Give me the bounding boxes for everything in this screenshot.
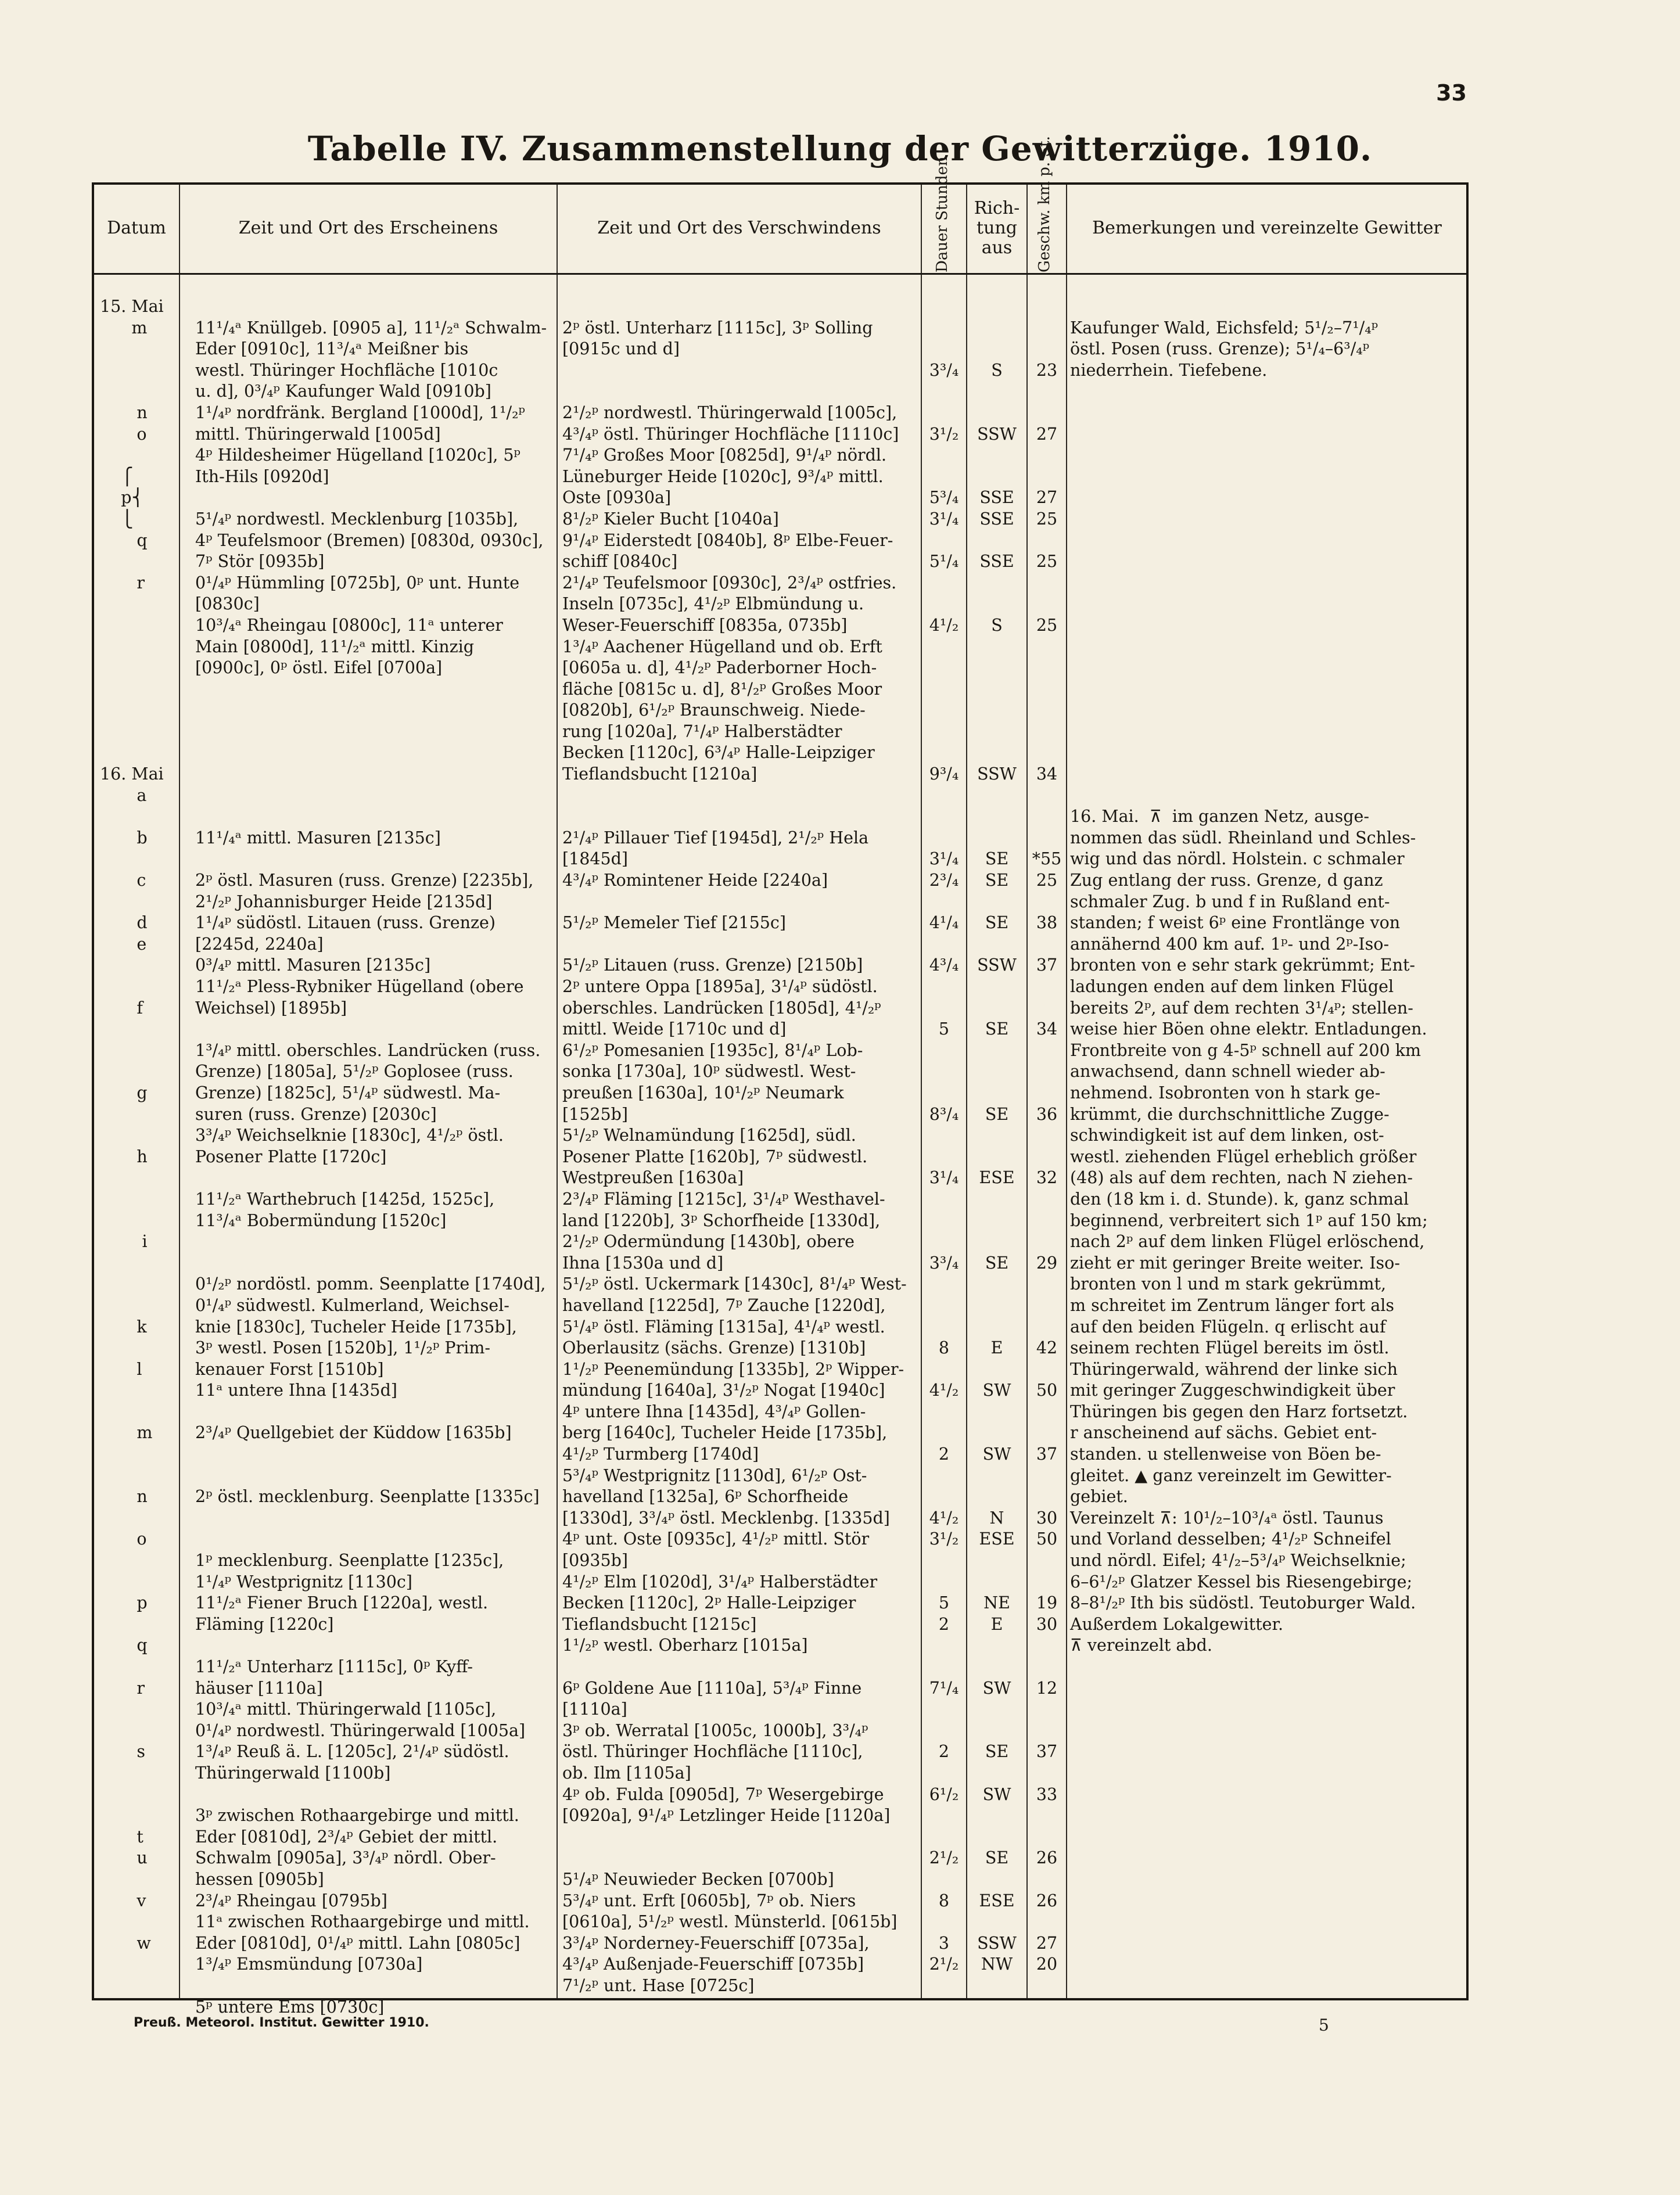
header-verschwinden: Zeit und Ort des Verschwindens (597, 218, 881, 238)
table-title: Tabelle IV. Zusammenstellung der Gewitterzüge. 1910. (307, 129, 1373, 168)
column-rule (921, 185, 922, 1998)
column-verschwinden: 2ᵖ östl. Unterharz [1115c], 3ᵖ Solling [0915c und d] 2¹/₂ᵖ nordwestl. Thüringerwald [1005c], 4³/₄ᵖ östl. Thüringer Hochfläche [1110c] 7¹/₄ᵖ Großes Moor [0825d], 9¹/₄ᵖ nördl. Lüneburger Heide [1020c], 9³/₄ᵖ mittl. Oste [0930a] 8¹/₂ᵖ Kieler Bucht [1040a] 9¹/₄ᵖ Eiderstedt [0840b], 8ᵖ Elbe-Feuer- schiff [0840c] 2¹/₄ᵖ Teufelsmoor [0930c], 2³/₄ᵖ ostfries. Inseln [0735c], 4¹/₂ᵖ Elbmündung u. Weser-Feuerschiff [0835a, 0735b] 1³/₄ᵖ Aachener Hügelland und ob. Erft [0605a u. d], 4¹/₂ᵖ Paderborner Hoch- fläche [0815c u. d], 8¹/₂ᵖ Großes Moor [0820b], 6¹/₂ᵖ Braunschweig. Niede- rung [1020a], 7¹/₄ᵖ Halberstädter Becken [1120c], 6³/₄ᵖ Halle-Leipziger Tieflandsbucht [1210a] 2¹/₄ᵖ Pillauer Tief [1945d], 2¹/₂ᵖ Hela [1845d] 4³/₄ᵖ Romintener Heide [2240a] 5¹/₂ᵖ Memeler Tief [2155c] 5¹/₂ᵖ Litauen (russ. Grenze) [2150b] 2ᵖ untere Oppa [1895a], 3¹/₄ᵖ südöstl. oberschles. Landrücken [1805d], 4¹/₂ᵖ mittl. Weide [1710c und d] 6¹/₂ᵖ Pomesanien [1935c], 8¹/₄ᵖ Lob- sonka [1730a], 10ᵖ südwestl. West- preußen [1630a], 10¹/₂ᵖ Neumark [1525b] 5¹/₂ᵖ Welnamündung [1625d], südl. Posener Platte [1620b], 7ᵖ südwestl. Westpreußen [1630a] 2³/₄ᵖ Fläming [1215c], 3¹/₄ᵖ Westhavel- land [1220b], 3ᵖ Schorfheide [1330d], 2¹/₂ᵖ Odermündung [1430b], obere Ihna [1530a und d] 5¹/₂ᵖ östl. Uckermark [1430c], 8¹/₄ᵖ West- havelland [1225d], 7ᵖ Zauche [1220d], 5¹/₄ᵖ östl. Fläming [1315a], 4¹/₄ᵖ westl. Oberlausitz (sächs. Grenze) [1310b] 1¹/₂ᵖ Peenemündung [1335b], 2ᵖ Wipper- mündung [1640a], 3¹/₂ᵖ Nogat [1940c] 4ᵖ untere Ihna [1435d], 4³/₄ᵖ Gollen- berg [1640c], Tucheler Heide [1735b], 4¹/₂ᵖ Turmberg [1740d] 5³/₄ᵖ Westprignitz [1130d], 6¹/₂ᵖ Ost- havelland [1325a], 6ᵖ Schorfheide [1330d], 3³/₄ᵖ östl. Mecklenbg. [1335d] 4ᵖ unt. Oste [0935c], 4¹/₂ᵖ mittl. Stör [0935b] 4¹/₂ᵖ Elm [1020d], 3¹/₄ᵖ Halberstädter Becken [1120c], 2ᵖ Halle-Leipziger Tieflandsbucht [1215c] 1¹/₂ᵖ westl. Oberharz [1015a] 6ᵖ Goldene Aue [1110a], 5³/₄ᵖ Finne [1110a] 3ᵖ ob. Werratal [1005c, 1000b], 3³/₄ᵖ östl. Thüringer Hochfläche [1110c], ob. Ilm [1105a] 4ᵖ ob. Fulda [0905d], 7ᵖ Wesergebirge [0920a], 9¹/₄ᵖ Letzlinger Heide [1120a] 5¹/₄ᵖ Neuwieder Becken [0700b] 5³/₄ᵖ unt. Erft [0605b], 7ᵖ ob. Niers [0610a], 5¹/₂ᵖ westl. Münsterld. [0615b] 3³/₄ᵖ Norderney-Feuerschiff [0735a], 4³/₄ᵖ Außenjade-Feuerschiff [0735b] 7¹/₂ᵖ unt. Hase [0725c] (562, 318, 907, 1995)
footer-publisher: Preuß. Meteorol. Institut. Gewitter 1910. (134, 2016, 429, 2030)
column-datum: 15. Mai m n o ⎧ p⎨ ⎩ q r 16. Mai a b c d e f g h i k l m n o p q r s t u v w (100, 297, 164, 1953)
column-rule (1026, 185, 1028, 1998)
column-bemerkungen: Kaufunger Wald, Eichsfeld; 5¹/₂–7¹/₄ᵖ östl. Posen (russ. Grenze); 5¹/₄–6³/₄ᵖ niederrhein. Tiefebene. 16. Mai. ⊼ im ganzen Netz, ausge- nommen das südl. Rheinland und Schles- wig und das nördl. Holstein. c schmaler Zug entlang der russ. Grenze, d ganz schmaler Zug. b und f in Rußland ent- standen; f weist 6ᵖ eine Frontlänge von annähernd 400 km auf. 1ᵖ- und 2ᵖ-Iso- bronten von e sehr stark gekrümmt; Ent- ladungen enden auf dem linken Flügel bereits 2ᵖ, auf dem rechten 3¹/₄ᵖ; stellen- weise hier Böen ohne elektr. Entladungen. Frontbreite von g 4-5ᵖ schnell auf 200 km anwachsend, dann schnell wieder ab- nehmend. Isobronten von h stark ge- krümmt, die durchschnittliche Zugge- schwindigkeit ist auf dem linken, ost- westl. ziehenden Flügel erheblich größer (48) als auf dem rechten, nach N ziehen- den (18 km i. d. Stunde). k, ganz schmal beginnend, verbreitert sich 1ᵖ auf 150 km; nach 2ᵖ auf dem linken Flügel erlöschend, zieht er mit geringer Breite weiter. Iso- bronten von l und m stark gekrümmt, m schreitet im Zentrum länger fort als auf den beiden Flügeln. q erlischt auf seinem rechten Flügel bereits im östl. Thüringerwald, während der linke sich mit geringer Zuggeschwindigkeit über Thüringen bis gegen den Harz fortsetzt. r anscheinend auf sächs. Gebiet ent- standen. u stellenweise von Böen be- gleitet. ▲ ganz vereinzelt im Gewitter- gebiet. Vereinzelt ⊼: 10¹/₂–10³/₄ᵃ östl. Taunus und Vorland desselben; 4¹/₂ᵖ Schneifel und nördl. Eifel; 4¹/₂–5³/₄ᵖ Weichselknie; 6–6¹/₂ᵖ Glatzer Kessel bis Riesengebirge; 8–8¹/₂ᵖ Ith bis südöstl. Teutoburger Wald. Außerdem Lokalgewitter. ⊼ vereinzelt abd. (1070, 318, 1428, 1655)
header-richtung-line2: tung (977, 218, 1017, 238)
column-geschw: 23 27 27 25 25 25 34 *55 25 38 37 34 36 32 29 42 50 37 30 50 19 30 12 37 33 26 26 27 20 (1032, 360, 1062, 1974)
header-dauer: Dauer Stunden (934, 156, 951, 272)
page-number: 33 (1436, 80, 1467, 106)
column-erscheinen: 11¹/₄ᵃ Knüllgeb. [0905 a], 11¹/₂ᵃ Schwalm- Eder [0910c], 11³/₄ᵃ Meißner bis westl. Thüringer Hochfläche [1010c u. d], 0³/₄ᵖ Kaufunger Wald [0910b] 1¹/₄ᵖ nordfränk. Bergland [1000d], 1¹/₂ᵖ mittl. Thüringerwald [1005d] 4ᵖ Hildesheimer Hügelland [1020c], 5ᵖ Ith-Hils [0920d] 5¹/₄ᵖ nordwestl. Mecklenburg [1035b], 4ᵖ Teufelsmoor (Bremen) [0830d, 0930c], 7ᵖ Stör [0935b] 0¹/₄ᵖ Hümmling [0725b], 0ᵖ unt. Hunte [0830c] 10³/₄ᵃ Rheingau [0800c], 11ᵃ unterer Main [0800d], 11¹/₂ᵃ mittl. Kinzig [0900c], 0ᵖ östl. Eifel [0700a] 11¹/₄ᵃ mittl. Masuren [2135c] 2ᵖ östl. Masuren (russ. Grenze) [2235b], 2¹/₂ᵖ Johannisburger Heide [2135d] 1¹/₄ᵖ südöstl. Litauen (russ. Grenze) [2245d, 2240a] 0³/₄ᵖ mittl. Masuren [2135c] 11¹/₂ᵃ Pless-Rybniker Hügelland (obere Weichsel) [1895b] 1³/₄ᵖ mittl. oberschles. Landrücken (russ. Grenze) [1805a], 5¹/₂ᵖ Goplosee (russ. Grenze) [1825c], 5¹/₄ᵖ südwestl. Ma- suren (russ. Grenze) [2030c] 3³/₄ᵖ Weichselknie [1830c], 4¹/₂ᵖ östl. Posener Platte [1720c] 11¹/₂ᵃ Warthebruch [1425d, 1525c], 11³/₄ᵃ Bobermündung [1520c] 0¹/₂ᵖ nordöstl. pomm. Seenplatte [1740d], 0¹/₄ᵖ südwestl. Kulmerland, Weichsel- knie [1830c], Tucheler Heide [1735b], 3ᵖ westl. Posen [1520b], 1¹/₂ᵖ Prim- kenauer Forst [1510b] 11ᵃ untere Ihna [1435d] 2³/₄ᵖ Quellgebiet der Küddow [1635b] 2ᵖ östl. mecklenburg. Seenplatte [1335c] 1ᵖ mecklenburg. Seenplatte [1235c], 1¹/₄ᵖ Westprignitz [1130c] 11¹/₂ᵃ Fiener Bruch [1220a], westl. Fläming [1220c] 11¹/₂ᵃ Unterharz [1115c], 0ᵖ Kyff- häuser [1110a] 10³/₄ᵃ mittl. Thüringerwald [1105c], 0¹/₄ᵖ nordwestl. Thüringerwald [1005a] 1³/₄ᵖ Reuß ä. L. [1205c], 2¹/₄ᵖ südöstl. Thüringerwald [1100b] 3ᵖ zwischen Rothaargebirge und mittl. Eder [0810d], 2³/₄ᵖ Gebiet der mittl. Schwalm [0905a], 3³/₄ᵖ nördl. Ober- hessen [0905b] 2³/₄ᵖ Rheingau [0795b] 11ᵃ zwischen Rothaargebirge und mittl. Eder [0810d], 0¹/₄ᵖ mittl. Lahn [0805c] 1³/₄ᵖ Emsmündung [0730a] 5ᵖ untere Ems [0730c] (195, 318, 547, 2017)
column-rule (557, 185, 558, 1998)
column-richtung: S SSW SSE SSE SSE S SSW SE SE SE SSW SE SE ESE SE E SW SW N ESE NE E SW SE SW SE ESE SSW NW (977, 360, 1017, 1974)
footer-sheet-number: 5 (1319, 2016, 1329, 2035)
header-datum: Datum (107, 218, 166, 238)
header-richtung-line3: aus (981, 238, 1013, 258)
column-rule (179, 185, 180, 1998)
column-rule (966, 185, 967, 1998)
header-geschw: Geschw. km p. St. (1036, 136, 1053, 272)
header-richtung-line1: Rich- (974, 198, 1020, 218)
header-bemerkungen: Bemerkungen und vereinzelte Gewitter (1092, 218, 1442, 238)
header-rule (92, 273, 1469, 275)
column-rule (1066, 185, 1067, 1998)
column-dauer: 3³/₄ 3¹/₂ 5³/₄ 3¹/₄ 5¹/₄ 4¹/₂ 9³/₄ 3¹/₄ 2³/₄ 4¹/₄ 4³/₄ 5 8³/₄ 3¹/₄ 3³/₄ 8 4¹/₂ 2 4¹/₂ 3¹/₂ 5 2 7¹/₄ 2 6¹/₂ 2¹/₂ 8 3 2¹/₂ (929, 360, 959, 1974)
header-erscheinen: Zeit und Ort des Erscheinens (238, 218, 498, 238)
header-richtung (967, 185, 1026, 272)
